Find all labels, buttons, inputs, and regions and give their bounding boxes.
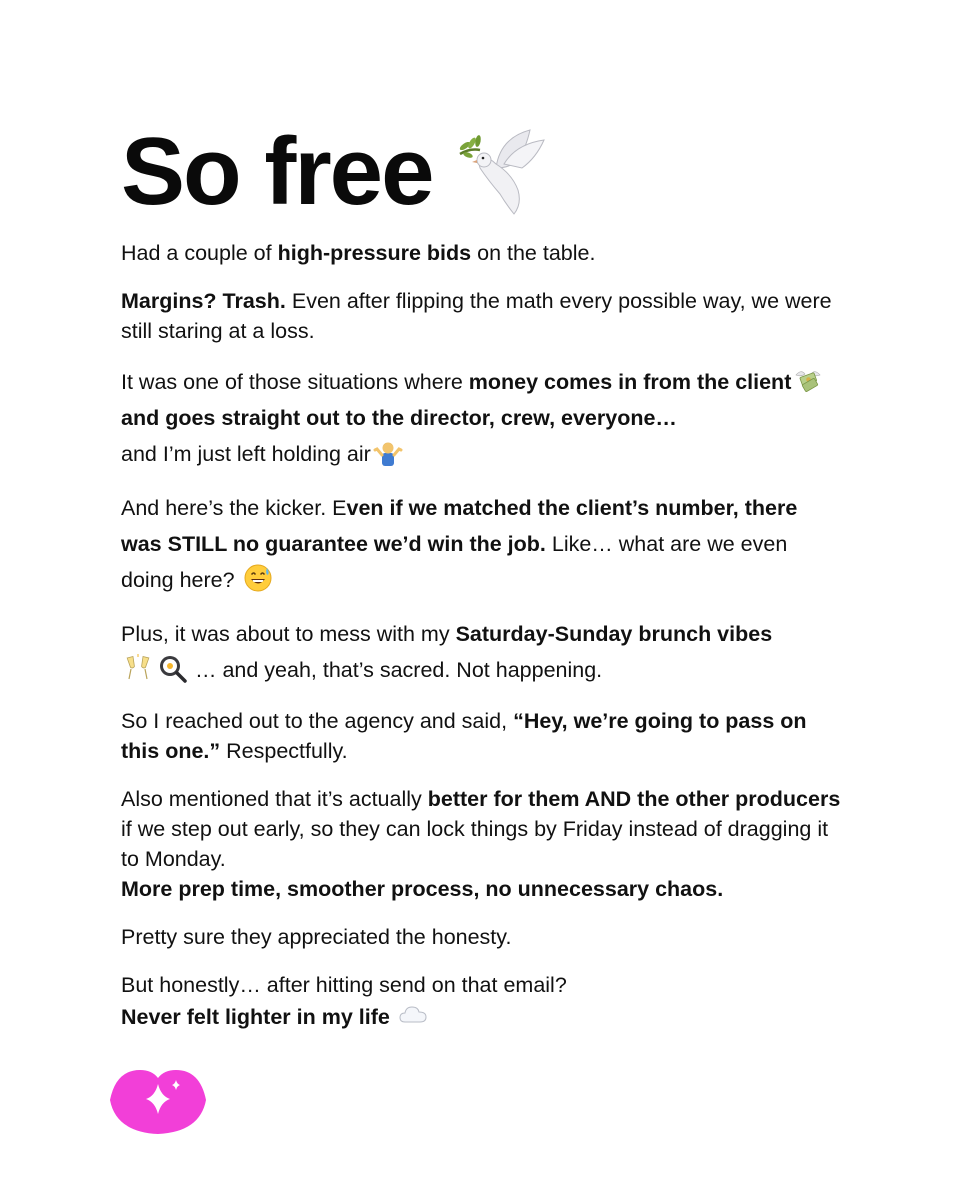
fried-egg-pan-icon — [157, 653, 187, 683]
paragraph-5: Plus, it was about to mess with my Saturday-Sunday brunch vibes … and yeah, that’s sacred. Not happening. — [121, 622, 773, 682]
paragraph-6: So I reached out to the agency and said, “Hey, we’re going to pass on this one.” Respectfully. — [121, 709, 807, 763]
cloud-icon — [398, 1000, 428, 1030]
grinning-sweat-face-icon — [243, 563, 273, 593]
money-with-wings-icon — [793, 365, 823, 395]
paragraph-2: Margins? Trash. Even after flipping the math every possible way, we were still staring at a loss. — [121, 289, 832, 343]
clinking-glasses-icon — [123, 653, 153, 683]
paragraph-3: It was one of those situations where money comes in from the client and goes straight out to the director, crew, everyone… and I’m just left holding air — [121, 364, 841, 472]
pink-lips-sparkle-logo-icon — [106, 1060, 210, 1140]
paragraph-4: And here’s the kicker. Even if we matched the client’s number, there was STILL no guarantee we’d win the job. Like… what are we even doing here? — [121, 496, 798, 592]
paragraph-8: Pretty sure they appreciated the honesty. — [121, 925, 512, 949]
title-row — [121, 112, 841, 232]
dove-with-olive-branch-icon — [456, 124, 552, 220]
paragraph-9: But honestly… after hitting send on that email? Never felt lighter in my life — [121, 973, 567, 1029]
page-title: So free — [121, 118, 433, 225]
person-shrugging-icon — [373, 437, 403, 467]
post-content — [121, 112, 841, 1032]
paragraph-1: Had a couple of high-pressure bids on the table. — [121, 241, 596, 265]
paragraph-7: Also mentioned that it’s actually better for them AND the other producers if we step out early, so they can lock things by Friday instead of dragging it to Monday. More prep time, smoother process, no unnecessary chaos. — [121, 787, 841, 901]
